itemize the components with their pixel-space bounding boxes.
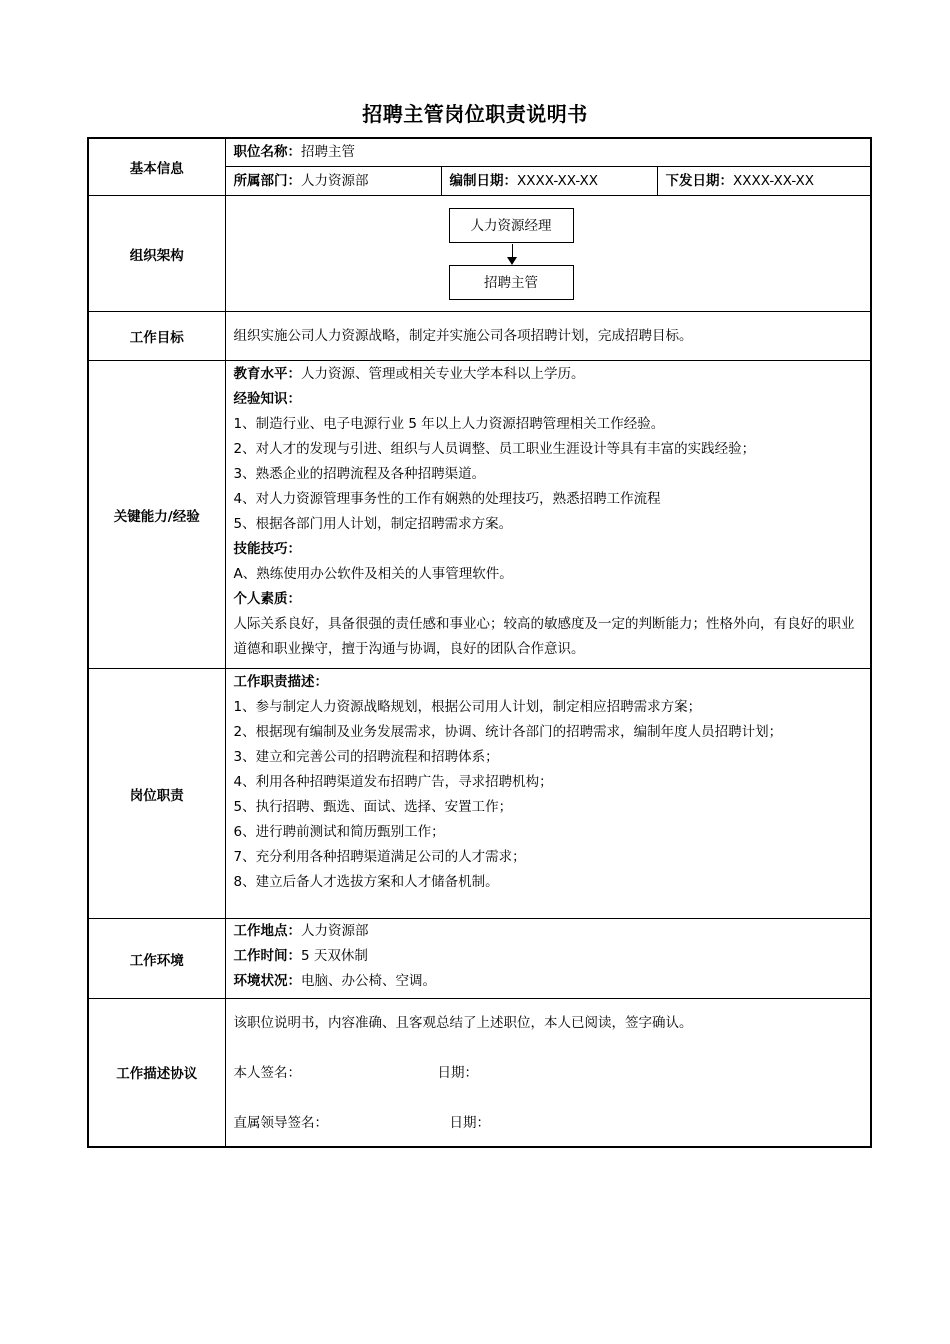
position-key: 职位名称： (233, 144, 301, 160)
environment-content (226, 919, 871, 998)
arrow-down-icon (507, 257, 517, 265)
ability-label: 关键能力/经验 (88, 361, 225, 669)
duties-heading: 工作职责描述： (233, 674, 328, 690)
experience-item: 5、根据各部门用人计划，制定招聘需求方案。 (233, 516, 513, 532)
leader-sign-line (234, 1111, 863, 1136)
experience-item: 4、对人力资源管理事务性的工作有娴熟的处理技巧，熟悉招聘工作流程 (233, 491, 661, 507)
quality-heading: 个人素质： (233, 591, 301, 607)
page-title: 招聘主管岗位职责说明书 (362, 102, 588, 126)
target-label: 工作目标 (88, 312, 225, 361)
environment-cell (225, 919, 871, 999)
self-sign-date-label: 日期： (437, 1065, 478, 1081)
job-description-table (87, 137, 872, 1148)
experience-item: 2、对人才的发现与引进、组织与人员调整、员工职业生涯设计等具有丰富的实践经验； (233, 441, 756, 457)
work-condition-line (234, 969, 863, 994)
basic-info-label: 基本信息 (88, 138, 225, 196)
dept-key: 所属部门： (233, 173, 301, 189)
compile-date-field (441, 167, 657, 195)
dept-date-row (226, 167, 871, 195)
work-condition-value: 电脑、办公椅、空调。 (301, 973, 436, 989)
basic-info-cell (225, 138, 871, 196)
org-box-hr-manager: 人力资源经理 (449, 208, 574, 243)
org-cell (225, 196, 871, 312)
self-sign-line (234, 1061, 863, 1086)
agreement-statement: 该职位说明书，内容准确、且客观总结了上述职位，本人已阅读，签字确认。 (233, 1015, 693, 1031)
duty-item: 5、执行招聘、甄选、面试、选择、安置工作； (233, 799, 513, 815)
duty-item: 1、参与制定人力资源战略规划，根据公司用人计划，制定相应招聘需求方案； (233, 699, 702, 715)
self-sign-label: 本人签名： (233, 1065, 301, 1081)
leader-sign-label: 直属领导签名： (233, 1115, 328, 1131)
target-cell (225, 312, 871, 361)
compile-date-key: 编制日期： (449, 173, 517, 189)
org-connector-line (512, 244, 513, 258)
duty-item: 3、建立和完善公司的招聘流程和招聘体系； (233, 749, 499, 765)
work-condition-key: 环境状况： (233, 973, 301, 989)
duties-cell (225, 669, 871, 919)
leader-sign-date-label: 日期： (449, 1115, 490, 1131)
dept-value: 人力资源部 (301, 173, 369, 189)
ability-content (226, 361, 871, 666)
position-row (226, 139, 871, 167)
education-line (234, 362, 863, 387)
skill-item: A、熟练使用办公软件及相关的人事管理软件。 (233, 566, 513, 582)
issue-date-key: 下发日期： (665, 173, 733, 189)
org-chart (226, 196, 871, 310)
duty-item: 6、进行聘前测试和简历甄别工作； (233, 824, 445, 840)
dept-field (226, 167, 441, 195)
experience-heading: 经验知识： (233, 391, 301, 407)
duty-item: 4、利用各种招聘渠道发布招聘广告，寻求招聘机构； (233, 774, 553, 790)
work-time-key: 工作时间： (233, 948, 301, 964)
compile-date-value: XXXX-XX-XX (517, 173, 599, 189)
environment-label: 工作环境 (88, 919, 225, 999)
duties-content (226, 669, 871, 899)
duties-label: 岗位职责 (88, 669, 225, 919)
work-time-line (234, 944, 863, 969)
org-label: 组织架构 (88, 196, 225, 312)
duty-item: 2、根据现有编制及业务发展需求，协调、统计各部门的招聘需求，编制年度人员招聘计划； (233, 724, 783, 740)
education-key: 教育水平： (233, 366, 301, 382)
education-value: 人力资源、管理或相关专业大学本科以上学历。 (301, 366, 585, 382)
agreement-label: 工作描述协议 (88, 999, 225, 1147)
ability-cell (225, 361, 871, 669)
experience-item: 1、制造行业、电子电源行业 5 年以上人力资源招聘管理相关工作经验。 (233, 416, 665, 432)
quality-text: 人际关系良好，具备很强的责任感和事业心；较高的敏感度及一定的判断能力；性格外向，有良好的职业道德和职业操守，擅于沟通与协调，良好的团队合作意识。 (233, 616, 855, 657)
issue-date-field (657, 167, 871, 195)
org-box-recruit-supervisor: 招聘主管 (449, 265, 574, 300)
agreement-content (226, 999, 871, 1140)
issue-date-value: XXXX-XX-XX (733, 173, 815, 189)
duty-item: 8、建立后备人才选拔方案和人才储备机制。 (233, 874, 499, 890)
agreement-cell (225, 999, 871, 1147)
work-time-value: 5 天双休制 (301, 948, 368, 964)
duty-item: 7、充分利用各种招聘渠道满足公司的人才需求； (233, 849, 526, 865)
target-text: 组织实施公司人力资源战略，制定并实施公司各项招聘计划，完成招聘目标。 (233, 328, 693, 344)
position-value: 招聘主管 (301, 144, 355, 160)
work-place-line (234, 919, 863, 944)
work-place-value: 人力资源部 (301, 923, 369, 939)
experience-item: 3、熟悉企业的招聘流程及各种招聘渠道。 (233, 466, 486, 482)
skill-heading: 技能技巧： (233, 541, 301, 557)
work-place-key: 工作地点： (233, 923, 301, 939)
